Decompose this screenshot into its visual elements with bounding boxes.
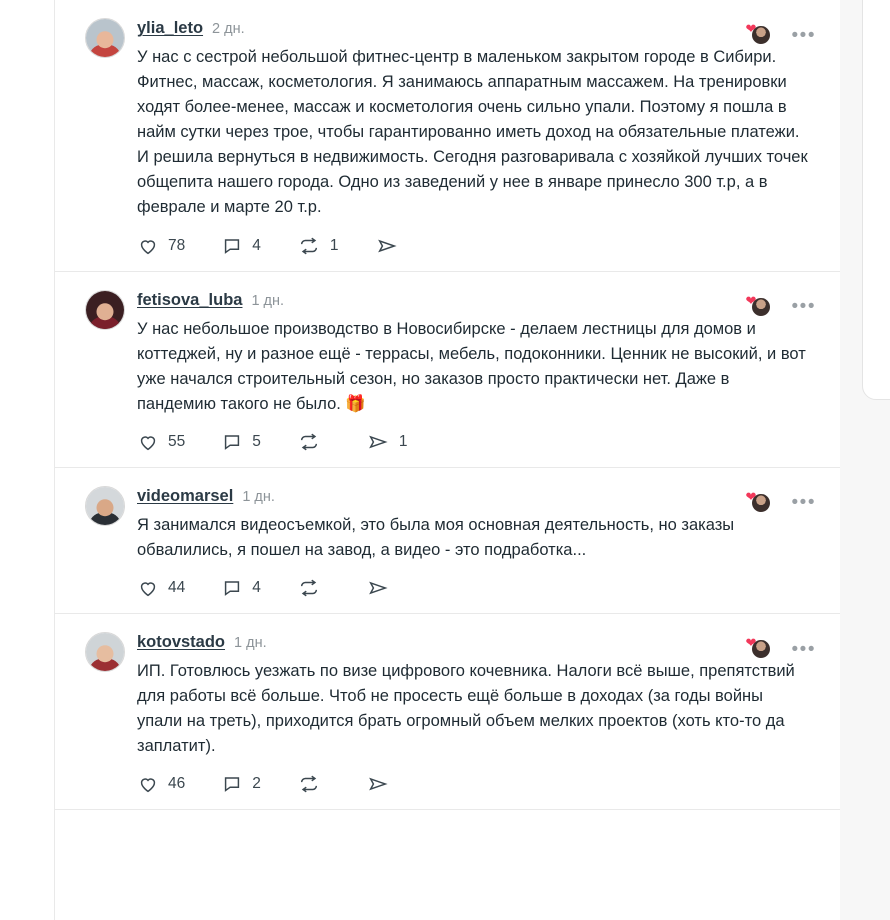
comment-text: ИП. Готовлюсь уезжать по визе цифрового кочевника. Налоги всё выше, препятствий для работы всё больше. Чтоб не просесть ещё больше в доходах (за годы войны упали на треть), приходится брать огромный объем мелких проектов (хоть кто-то да заплатит). — [137, 662, 800, 756]
comment-header-actions — [746, 490, 816, 516]
comment-button[interactable] — [221, 431, 261, 453]
comment-timestamp: 2 дн. — [212, 21, 245, 37]
like-button[interactable] — [137, 431, 185, 453]
comment-count: 2 — [252, 775, 261, 793]
comment-button[interactable] — [221, 235, 261, 257]
comment-button[interactable] — [221, 773, 261, 795]
heart-icon — [137, 773, 159, 795]
share-arrow-icon — [366, 773, 390, 795]
comment-count: 5 — [252, 432, 261, 450]
comment-actions — [137, 235, 810, 257]
share-arrow-icon — [366, 431, 390, 453]
comment-bubble-icon — [221, 773, 243, 795]
list-item — [55, 614, 840, 810]
avatar[interactable] — [85, 18, 125, 58]
comment-username[interactable]: kotovstado — [137, 633, 226, 652]
comment-header-actions — [746, 294, 816, 320]
avatar[interactable] — [85, 290, 125, 330]
comment-username[interactable]: videomarsel — [137, 486, 234, 505]
more-options-icon[interactable]: ••• — [791, 24, 816, 46]
heart-icon — [137, 431, 159, 453]
comment-count: 4 — [252, 579, 261, 597]
comment-header-actions — [746, 22, 816, 48]
like-count: 78 — [168, 236, 186, 254]
comment-header — [85, 290, 810, 417]
comment-actions — [137, 773, 810, 795]
repost-button[interactable] — [297, 431, 330, 453]
repost-count: 1 — [329, 236, 339, 254]
comment-username[interactable]: ylia_leto — [137, 19, 204, 37]
comment-button[interactable] — [221, 577, 261, 599]
comment-header — [85, 18, 813, 221]
comment-header — [85, 486, 810, 563]
repost-icon — [297, 235, 321, 257]
right-side-panel-card — [862, 0, 890, 400]
repost-icon — [297, 773, 321, 795]
heart-icon — [137, 235, 159, 257]
left-gutter — [0, 0, 55, 920]
like-button[interactable] — [137, 235, 185, 257]
reaction-avatar-heart-icon[interactable]: ❤ — [746, 636, 772, 662]
comment-timestamp: 1 дн. — [251, 292, 285, 309]
reaction-avatar-heart-icon[interactable]: ❤ — [746, 490, 772, 516]
share-button[interactable] — [375, 235, 408, 257]
share-arrow-icon — [375, 235, 399, 257]
comment-text: Я занимался видеосъемкой, это была моя основная деятельность, но заказы обвалились, я пошел на завод, а видео - это подработка... — [137, 515, 739, 559]
comment-text: У нас с сестрой небольшой фитнес-центр в маленьком закрытом городе в Сибири. Фитнес, массаж, косметология. Я занимаюсь аппаратным массажем. На тренировки ходят более-менее, массаж и косметология очень сильно упали. Поэтому я пошла в найм сутки через трое, чтобы гарантированно иметь доход на обязательные платежи. И решила вернуться в недвижимость. Сегодня разговаривала с хозяйкой лучших точек общепита нашего города. Одно из заведений у нее в январе принесло 300 т.р, а в феврале и марте 20 т.р. — [137, 48, 813, 217]
repost-button[interactable] — [297, 235, 339, 257]
comment-bubble-icon — [221, 431, 243, 453]
comment-list — [55, 0, 840, 810]
share-count: 1 — [398, 432, 408, 450]
share-button[interactable] — [366, 773, 399, 795]
share-arrow-icon — [366, 577, 390, 599]
like-count: 44 — [168, 579, 186, 597]
more-options-icon[interactable]: ••• — [791, 296, 816, 318]
comment-bubble-icon — [221, 577, 243, 599]
heart-icon — [137, 577, 159, 599]
comment-username[interactable]: fetisova_luba — [137, 290, 243, 309]
repost-button[interactable] — [297, 577, 330, 599]
more-options-icon[interactable]: ••• — [791, 492, 816, 514]
reaction-avatar-heart-icon[interactable]: ❤ — [746, 22, 772, 48]
like-count: 46 — [168, 775, 186, 793]
comment-count: 4 — [252, 236, 261, 254]
reaction-avatar-heart-icon[interactable]: ❤ — [746, 294, 772, 320]
repost-icon — [297, 577, 321, 599]
share-button[interactable] — [366, 577, 399, 599]
comment-actions — [137, 431, 810, 453]
list-item — [55, 468, 840, 614]
comment-header-actions — [746, 636, 816, 662]
more-options-icon[interactable]: ••• — [791, 638, 816, 660]
comment-header — [85, 632, 810, 759]
like-button[interactable] — [137, 577, 185, 599]
avatar[interactable] — [85, 632, 125, 672]
like-button[interactable] — [137, 773, 185, 795]
repost-button[interactable] — [297, 773, 330, 795]
comment-bubble-icon — [221, 235, 243, 257]
list-item — [55, 0, 840, 272]
avatar[interactable] — [85, 486, 125, 526]
comment-timestamp: 1 дн. — [242, 488, 275, 505]
comment-actions — [137, 577, 810, 599]
list-item — [55, 272, 840, 468]
like-count: 55 — [168, 432, 186, 450]
repost-icon — [297, 431, 321, 453]
comment-text: У нас небольшое производство в Новосибирске - делаем лестницы для домов и коттеджей, ну и разное ещё - террасы, мебель, подоконники. Ценник не высокий, и вот уже начался строительный сезон, но заказов просто практически нет. Даже в пандемию такого не было. 🎁 — [137, 319, 811, 413]
comment-timestamp: 1 дн. — [234, 635, 267, 652]
share-button[interactable] — [366, 431, 408, 453]
